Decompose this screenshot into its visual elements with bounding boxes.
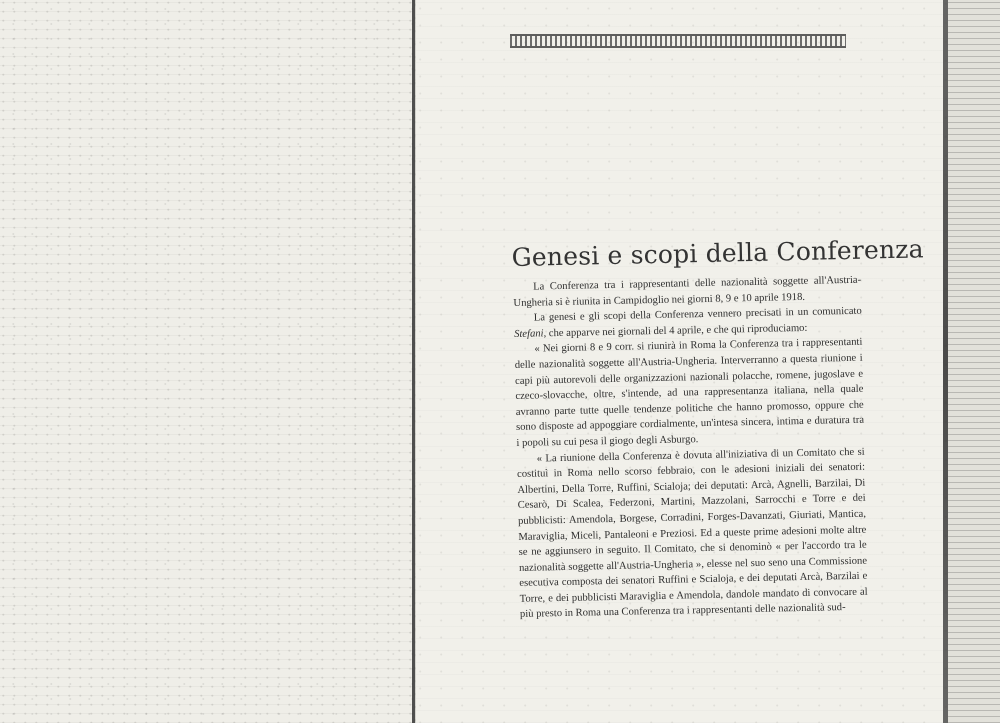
article-body <box>513 273 868 623</box>
outer-page-strip <box>948 0 1000 723</box>
paragraph-2-text: La genesi e gli scopi della Conferenza vennero precisati in un comunicato <box>533 305 862 324</box>
paragraph-4: « La riunione della Conferenza è dovuta all'iniziativa di un Comitato che si costituì in Roma nello scorso febbraio, con le adesioni iniziali dei senatori: Albertini, Della Torre, Ruffini, Scialoja; dei deputati: Arcà, Agnelli, Barzilai, Di Cesarò, Di Scalea, Federzoni, Martini, Mazzolani, Sarrocchi e Torre e dei pubblicisti: Amendola, Borgese, Corradini, Forges-Davanzati, Giuriati, Mantica, Maraviglia, Miceli, Pantaleoni e Preziosi. Ed a queste prime adesioni molte altre se ne aggiunsero in seguito. Il Comitato, che si denominò « per l'accordo tra le nazionalità soggette all'Austria-Ungheria », elesse nel suo seno una Commissione esecutiva composta dei senatori Ruffini e Scialoja, e dei deputati Arcà, Barzilai e Torre, e dei pubblicisti Maraviglia e Amendola, dandole mandato di convocare al più presto in Roma una Conferenza tra i rappresentanti delle nazionalità sud- <box>516 446 868 621</box>
paragraph-1: La Conferenza tra i rappresentanti delle nazionalità soggette all'Austria-Ungheria si è riunita in Campidoglio nei giorni 8, 9 e 10 aprile 1918. <box>513 274 862 309</box>
section-title: Genesi e scopi della Conferenza <box>511 234 925 272</box>
stefani-agency: Stefani <box>514 328 544 340</box>
left-page-blank <box>0 0 414 723</box>
decorative-border-ornament <box>510 34 846 48</box>
paragraph-3: « Nei giorni 8 e 9 corr. si riunirà in Roma la Conferenza tra i rappresentanti delle nazionalità soggette all'Austria-Ungheria. Interverranno a questa riunione i capi più autorevoli delle organizzazioni nazionali polacche, romene, jugoslave e czeco-slovacche, oltre, s'intende, ad una rappresentanza italiana, nella quale avranno parte tutte quelle tendenze politiche che hanno promosso, oppure che sono disposte ad appoggiare cordialmente, un'intesa sincera, intima e duratura tra i popoli su cui pesa il giogo degli Asburgo. <box>514 337 865 449</box>
paragraph-2-tail: , che apparve nei giornali del 4 aprile, e che qui riproduciamo: <box>543 322 808 340</box>
